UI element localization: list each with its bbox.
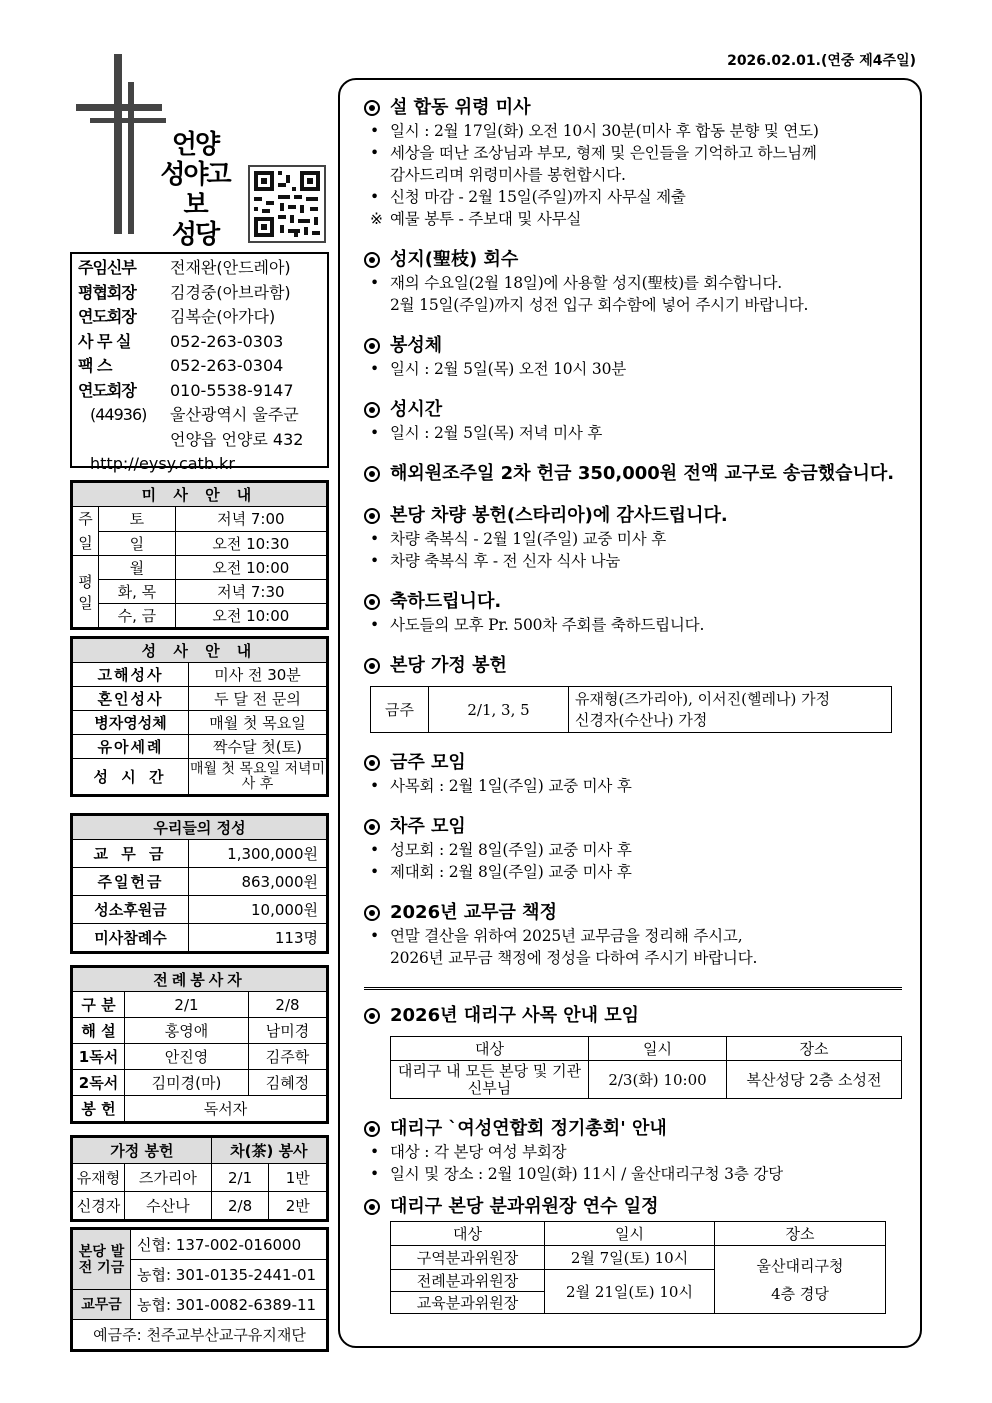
bullet-icon [364, 1199, 380, 1215]
servers-title: 전례봉사자 [73, 968, 327, 992]
announcement-section [364, 901, 902, 969]
bullet-icon [364, 658, 380, 674]
offering-title: 우리들의 정성 [73, 816, 327, 840]
bank-accounts-box [70, 1227, 329, 1352]
bullet-icon [364, 466, 380, 482]
section-line: 2026년 교무금 책정에 정성을 다하여 주시기 바랍니다. [390, 949, 758, 967]
development-fund-label: 본당 발전 기금 [73, 1230, 131, 1290]
bullet-icon [364, 508, 380, 524]
address-line-1: 울산광역시 울주군 [170, 405, 299, 424]
announcement-section [364, 815, 902, 883]
bullet-icon [364, 252, 380, 268]
account-1: 신협: 137-002-016000 [131, 1230, 327, 1260]
section-line: 2월 15일(주일)까지 성전 입구 회수함에 넣어 주시기 바랍니다. [390, 296, 809, 314]
section-title: 본당 차량 봉헌(스타리아)에 감사드립니다. [390, 505, 728, 526]
section-title: 금주 모임 [390, 752, 466, 773]
bullet-icon [364, 338, 380, 354]
address-line-2: 언양읍 언양로 432 [170, 429, 304, 449]
section-line: • 재의 수요일(2월 18일)에 사용할 성지(聖枝)를 회수합니다. [370, 274, 783, 292]
offering-box: 우리들의 정성 교 무 금 1,300,000원 주일헌금 863,000원 성소후원금 10,000원 미사참례수 113명 [70, 813, 329, 954]
sacrament-title: 성 사 안 내 [73, 639, 327, 663]
section-line: • 제대회 : 2월 8일(주일) 교중 미사 후 [370, 863, 632, 881]
weekday-label: 평일 [73, 556, 99, 628]
announcement-section [364, 398, 902, 444]
account-3: 농협: 301-0082-6389-11 [131, 1290, 327, 1320]
parish-name: 언양 성야고보 성당 [160, 130, 230, 250]
section-title: 2026년 교무금 책정 [390, 902, 557, 923]
bullet-icon [364, 755, 380, 771]
cross-horizontal [76, 104, 162, 111]
section-line: • 일시 : 2월 5일(목) 저녁 미사 후 [370, 424, 603, 442]
section-line: • 차량 축복식 후 - 전 신자 식사 나눔 [370, 552, 621, 570]
section-divider [364, 987, 902, 990]
mass-schedule-box: 미 사 안 내 주일 토 저녁 7:00 일 오전 10:30 평일 월 오전 10:00 화, 목 저녁 7:30 수, 금 오전 10:00 [70, 480, 329, 630]
section-line: • 연말 결산을 위하여 2025년 교무금을 정리해 주시고, [370, 927, 743, 945]
bulletin-date: 2026.02.01.(연중 제4주일) [727, 53, 916, 69]
section-line: • 세상을 떠난 조상님과 부모, 형제 및 은인들을 기억하고 하느님께 [370, 144, 817, 162]
announcement-section [364, 504, 902, 572]
family-offering-box: 가정 봉헌 차(茶) 봉사 유재형 즈가리아 2/1 1반 신경자 수산나 2/8 2반 [70, 1135, 329, 1222]
announcement-section [364, 590, 902, 636]
sacrament-box: 성 사 안 내 고해성사 미사 전 30분 혼인성사 두 달 전 문의 병자영성체 매월 첫 목요일 유아세례 짝수달 첫(토) 성 시 간 매월 첫 목요일 저녁미사 후 [70, 636, 329, 797]
cross-vertical [114, 54, 122, 234]
section-title: 성시간 [390, 399, 443, 420]
section-title: 축하드립니다. [390, 591, 502, 612]
announcements-panel [338, 78, 922, 1348]
zip-code: (44936) [90, 405, 147, 424]
section-title: 차주 모임 [390, 816, 466, 837]
bullet-icon [364, 402, 380, 418]
section-title: 설 합동 위령 미사 [390, 97, 531, 118]
announcement-section [364, 751, 902, 797]
section-line: • 신청 마감 - 2월 15일(주일)까지 사무실 제출 [370, 188, 686, 206]
cross-horizontal-2 [90, 118, 166, 123]
bullet-icon [364, 1121, 380, 1137]
section-line: • 사도들의 모후 Pr. 500차 주회를 축하드립니다. [370, 616, 705, 634]
qr-code-icon[interactable] [248, 165, 326, 243]
section-title: 해외원조주일 2차 헌금 350,000원 전액 교구로 송금했습니다. [390, 463, 895, 484]
section-line: • 사목회 : 2월 1일(주일) 교중 미사 후 [370, 777, 632, 795]
bullet-icon [364, 594, 380, 610]
home-offering-section: 본당 가정 봉헌 금주 2/1, 3, 5 유재형(즈가리아), 이서진(헬레나) 가정 신경자(수산나) 가정 [364, 654, 902, 733]
section-line: ※ 예물 봉투 - 주보대 및 사무실 [370, 210, 582, 228]
parish-logo [70, 50, 330, 250]
section-title: 봉성체 [390, 335, 443, 356]
announcement-section [364, 248, 902, 316]
women-assembly-section: 대리구 `여성연합회 정기총회' 안내 • 대상 : 각 본당 여성 부회장 • 일시 및 장소 : 2월 10일(화) 11시 / 울산대리구청 3층 강당 [364, 1117, 902, 1185]
announcement-section [364, 334, 902, 380]
bullet-icon [364, 819, 380, 835]
training-section: 대리구 본당 분과위원장 연수 일정 대상 일시 장소 구역분과위원장 2월 7일(토) 10시 울산대리구청 4층 경당 전례분과위원장 2월 21일(토) 10시 교육분과위원장 [364, 1195, 902, 1314]
section-line: • 일시 : 2월 5일(목) 오전 10시 30분 [370, 360, 627, 378]
parish-info-box: 주임신부 전재완(안드레아) 평협회장 김경중(아브라함) 연도회장 김복순(아가다) 사 무 실 052-263-0303 팩 스 052-263-0304 연도회장 010-5538-9147 (44936) 울산광역시 울주군 언양읍 언양로 432 http://eysy.catb.kr [70, 252, 329, 468]
section-line: 감사드리며 위령미사를 봉헌합시다. [390, 166, 626, 184]
account-2: 농협: 301-0135-2441-01 [131, 1260, 327, 1290]
announcement-section [364, 462, 902, 486]
bullet-icon [364, 1008, 380, 1024]
dues-label: 교무금 [73, 1290, 131, 1320]
website-link[interactable]: http://eysy.catb.kr [90, 454, 235, 473]
account-owner: 예금주: 천주교부산교구유지재단 [73, 1320, 327, 1350]
bullet-icon [364, 100, 380, 116]
meeting-section: 2026년 대리구 사목 안내 모임 대상 일시 장소 대리구 내 모든 본당 및 기관 신부님 2/3(화) 10:00 복산성당 2층 소성전 [364, 1004, 902, 1099]
bullet-icon [364, 905, 380, 921]
section-line: • 차량 축복식 - 2월 1일(주일) 교중 미사 후 [370, 530, 666, 548]
mass-title: 미 사 안 내 [73, 483, 327, 507]
section-line: • 일시 : 2월 17일(화) 오전 10시 30분(미사 후 합동 분향 및 연도) [370, 122, 819, 140]
section-title: 성지(聖枝) 회수 [390, 249, 519, 270]
liturgy-servers-box: 전례봉사자 구 분 2/1 2/8 해 설 홍영애 남미경 1독서 안진영 김주학 2독서 김미경(마) 김혜정 봉 헌 독서자 [70, 965, 329, 1124]
section-line: • 성모회 : 2월 8일(주일) 교중 미사 후 [370, 841, 632, 859]
sunday-label: 주일 [73, 507, 99, 556]
announcement-section [364, 96, 902, 230]
